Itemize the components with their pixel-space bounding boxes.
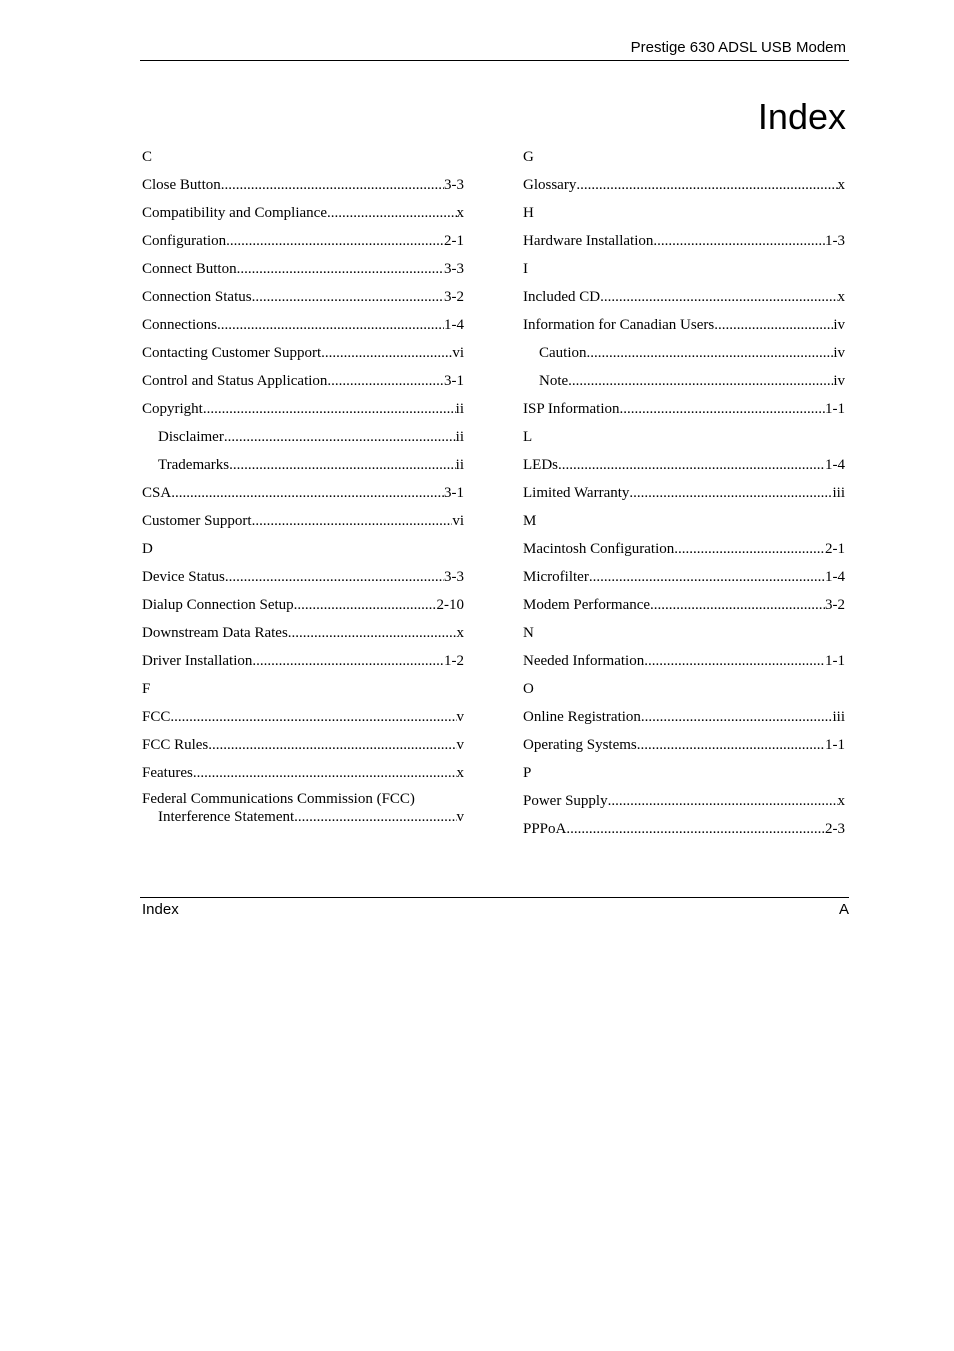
index-term: Compatibility and Compliance: [142, 205, 327, 221]
index-page-ref: ii: [455, 401, 464, 417]
index-page-ref: iii: [832, 485, 845, 501]
index-entry: [523, 706, 845, 734]
index-entry: [142, 622, 464, 650]
index-term: Features: [142, 765, 193, 781]
index-entry: [142, 342, 464, 370]
dot-leader: [217, 314, 444, 336]
index-entry: [523, 398, 845, 426]
index-page-ref: 2-1: [444, 233, 464, 249]
dot-leader: [229, 454, 456, 476]
index-entry: [523, 566, 845, 594]
index-entry: [142, 734, 464, 762]
dot-leader: [288, 622, 457, 644]
index-entry: [523, 650, 845, 678]
dot-leader: [208, 734, 456, 756]
dot-leader: [321, 342, 452, 364]
index-term: Configuration: [142, 233, 227, 249]
index-page-ref: iv: [833, 373, 845, 389]
dot-leader: [620, 398, 825, 420]
index-page-ref: 1-1: [825, 401, 845, 417]
index-term: Operating Systems: [523, 737, 637, 753]
index-term: Power Supply: [523, 793, 608, 809]
index-page-ref: 3-2: [444, 289, 464, 305]
index-page-ref: v: [456, 737, 464, 753]
index-entry: [142, 482, 464, 510]
index-term: Information for Canadian Users: [523, 317, 715, 333]
index-page-ref: vi: [452, 345, 464, 361]
dot-leader: [674, 538, 825, 560]
index-page-ref: iv: [833, 345, 845, 361]
dot-leader: [252, 286, 444, 308]
index-term: CSA: [142, 485, 172, 501]
index-page-ref: 2-3: [825, 821, 845, 837]
index-page-ref: vi: [452, 513, 464, 529]
dot-leader: [327, 370, 444, 392]
index-section-letter: G: [523, 149, 534, 165]
index-term: Disclaimer: [158, 429, 224, 445]
index-entry: [523, 790, 845, 818]
dot-leader: [714, 314, 833, 336]
index-term: Hardware Installation: [523, 233, 654, 249]
dot-leader: [170, 706, 456, 728]
index-page-ref: 3-3: [444, 261, 464, 277]
index-term: FCC: [142, 709, 171, 725]
index-term: Trademarks: [158, 457, 230, 473]
index-entry: [142, 258, 464, 286]
dot-leader: [629, 482, 832, 504]
index-subentry: [142, 426, 464, 454]
dot-leader: [294, 594, 437, 616]
dot-leader: [653, 230, 825, 252]
index-term: Copyright: [142, 401, 203, 417]
index-term: Included CD: [523, 289, 601, 305]
index-term: Note: [539, 373, 569, 389]
index-subentry: [523, 342, 845, 370]
index-page-ref: 3-3: [444, 569, 464, 585]
running-footer: [140, 897, 849, 921]
index-term: Connections: [142, 317, 217, 333]
index-section-letter: H: [523, 205, 534, 221]
index-entry: [523, 482, 845, 510]
index-entry: [142, 762, 464, 790]
index-entry: [523, 818, 845, 846]
index-section-letter: M: [523, 513, 537, 529]
running-header-title: Prestige 630 ADSL USB Modem: [630, 39, 846, 56]
index-entry: [142, 510, 464, 538]
index-page-ref: iv: [833, 317, 845, 333]
dot-leader: [637, 734, 825, 756]
index-page-ref: 1-4: [825, 569, 845, 585]
index-page-ref: 1-1: [825, 737, 845, 753]
index-page-ref: x: [456, 625, 464, 641]
dot-leader: [252, 650, 444, 672]
dot-leader: [600, 286, 837, 308]
dot-leader: [576, 174, 837, 196]
dot-leader: [566, 818, 825, 840]
footer-section-label: Index: [142, 901, 179, 918]
index-page-ref: 3-1: [444, 485, 464, 501]
index-page-ref: 3-2: [825, 597, 845, 613]
dot-leader: [641, 706, 833, 728]
index-page-ref: 1-2: [444, 653, 464, 669]
index-page-ref: x: [456, 205, 464, 221]
dot-leader: [558, 454, 825, 476]
index-page-ref: 1-3: [825, 233, 845, 249]
index-entry: [142, 286, 464, 314]
index-term: Caution: [539, 345, 587, 361]
index-page-ref: 2-10: [436, 597, 464, 613]
index-page-ref: 3-1: [444, 373, 464, 389]
index-entry: [142, 594, 464, 622]
index-entry: [523, 286, 845, 314]
index-page-ref: v: [456, 709, 464, 725]
index-term: Driver Installation: [142, 653, 253, 669]
index-entry: [142, 314, 464, 342]
dot-leader: [221, 174, 444, 196]
index-page-ref: iii: [832, 709, 845, 725]
index-section-letter: I: [523, 261, 528, 277]
index-section-letter: F: [142, 681, 151, 697]
dot-leader: [171, 482, 444, 504]
dot-leader: [225, 566, 444, 588]
index-term: Federal Communications Commission (FCC): [142, 791, 415, 807]
index-page-ref: 1-1: [825, 653, 845, 669]
index-entry: [523, 174, 845, 202]
dot-leader: [224, 426, 456, 448]
index-term: Contacting Customer Support: [142, 345, 322, 361]
index-entry: [142, 790, 464, 840]
index-section-letter: L: [523, 429, 533, 445]
dot-leader: [226, 230, 444, 252]
index-entry: [523, 594, 845, 622]
index-term: PPPoA: [523, 821, 567, 837]
dot-leader: [203, 398, 456, 420]
index-section-letter: N: [523, 625, 534, 641]
index-column-right: [523, 146, 845, 846]
index-entry: [523, 538, 845, 566]
index-entry: [142, 398, 464, 426]
index-entry: [142, 230, 464, 258]
index-subentry: [523, 370, 845, 398]
index-entry: [523, 454, 845, 482]
index-term: Limited Warranty: [523, 485, 630, 501]
index-term: Downstream Data Rates: [142, 625, 288, 641]
index-entry: [142, 202, 464, 230]
dot-leader: [650, 594, 825, 616]
index-section-letter: D: [142, 541, 153, 557]
index-entry: [142, 650, 464, 678]
index-page-ref: 1-4: [825, 457, 845, 473]
index-page-ref: 1-4: [444, 317, 464, 333]
index-term: Modem Performance: [523, 597, 651, 613]
dot-leader: [587, 342, 834, 364]
index-page-ref: x: [837, 177, 845, 193]
dot-leader: [327, 202, 457, 224]
index-page-ref: v: [456, 809, 464, 825]
index-entry: [523, 314, 845, 342]
page-title: Index: [757, 96, 846, 137]
index-page-ref: ii: [455, 429, 464, 445]
index-entry: [142, 566, 464, 594]
dot-leader: [237, 258, 444, 280]
footer-page-number: A: [838, 901, 849, 918]
index-term: Control and Status Application: [142, 373, 328, 389]
index-term: Glossary: [523, 177, 577, 193]
index-entry: [142, 174, 464, 202]
index-entry: [523, 230, 845, 258]
index-term-line2: Interference Statement: [158, 809, 295, 825]
index-subentry: [142, 454, 464, 482]
index-section-letter: P: [523, 765, 532, 781]
index-page-ref: x: [837, 793, 845, 809]
running-header: [140, 38, 849, 61]
index-term: Needed Information: [523, 653, 645, 669]
index-page-ref: 2-1: [825, 541, 845, 557]
index-page-ref: x: [456, 765, 464, 781]
index-term-continued: [142, 808, 464, 826]
index-term: Customer Support: [142, 513, 252, 529]
dot-leader: [589, 566, 825, 588]
index-entry: [523, 734, 845, 762]
dot-leader: [644, 650, 825, 672]
index-term: Connection Status: [142, 289, 252, 305]
index-page-ref: ii: [455, 457, 464, 473]
index-term: Connect Button: [142, 261, 237, 277]
index-term: Online Registration: [523, 709, 641, 725]
index-term: Macintosh Configuration: [523, 541, 675, 557]
dot-leader: [252, 510, 453, 532]
index-term: FCC Rules: [142, 737, 209, 753]
index-term: Dialup Connection Setup: [142, 597, 294, 613]
index-section-letter: C: [142, 149, 153, 165]
index-page-ref: x: [837, 289, 845, 305]
index-entry: [142, 706, 464, 734]
index-page-ref: 3-3: [444, 177, 464, 193]
dot-leader: [294, 808, 456, 826]
index-term: ISP Information: [523, 401, 620, 417]
index-column-left: [142, 146, 464, 840]
dot-leader: [193, 762, 457, 784]
dot-leader: [608, 790, 838, 812]
index-term: Close Button: [142, 177, 221, 193]
index-section-letter: O: [523, 681, 534, 697]
dot-leader: [568, 370, 833, 392]
index-term: Microfilter: [523, 569, 589, 585]
index-entry: [142, 370, 464, 398]
index-term: LEDs: [523, 457, 558, 473]
index-term: Device Status: [142, 569, 225, 585]
